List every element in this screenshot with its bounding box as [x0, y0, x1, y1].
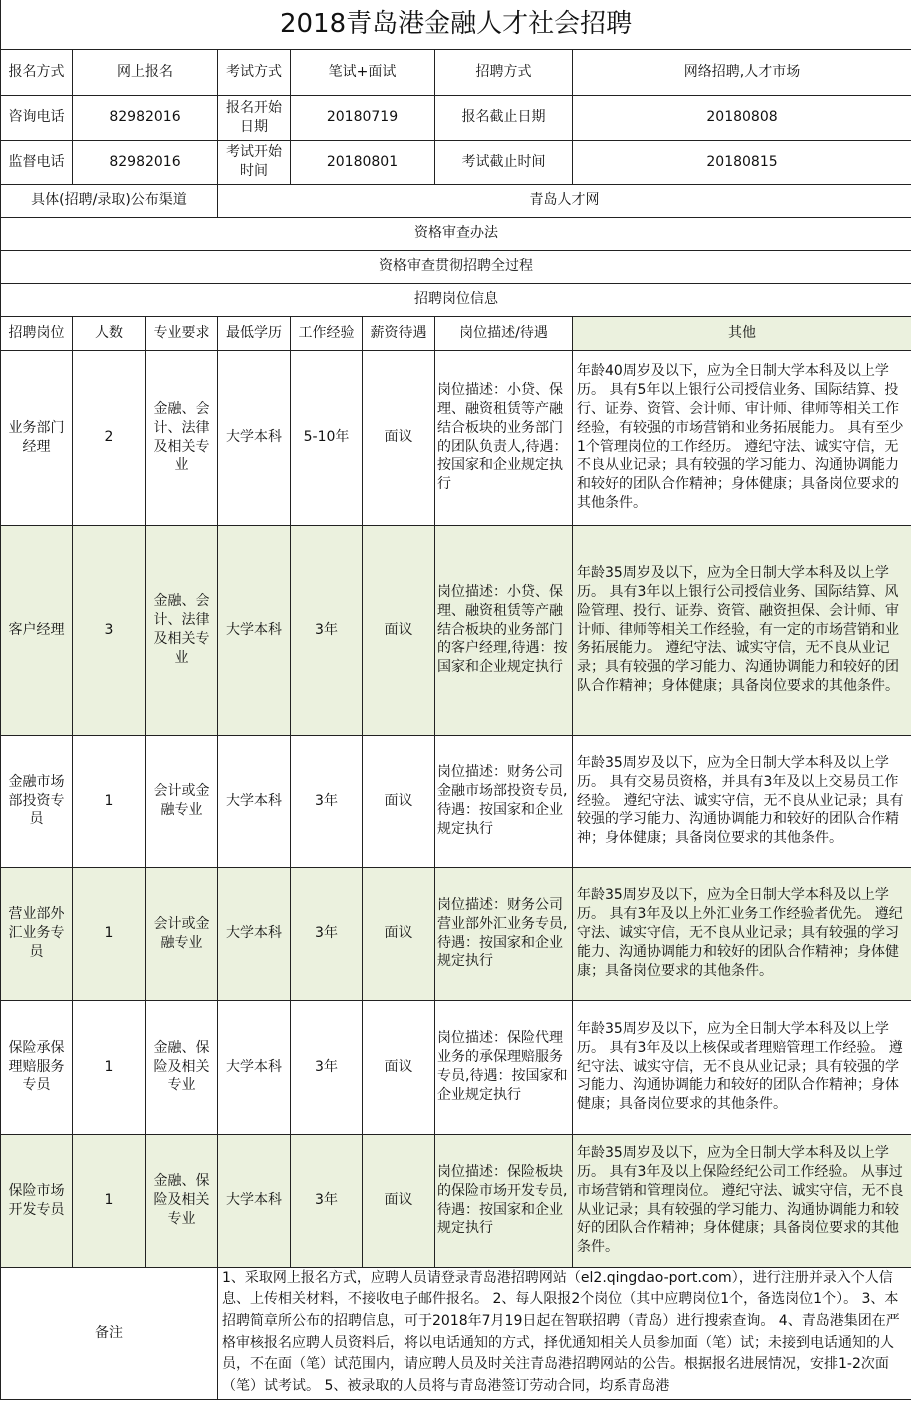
position-other: 年龄35周岁及以下，应为全日制大学本科及以上学历。 具有3年以上银行公司授信业务、国际结算、风险管理、投行、证券、资管、融资担保、会计师、审计师、律师等相关工作经验，有一定的市场营销和业务拓展能力。 遵纪守法、诚实守信，无不良从业记录；具有较强的学习能力、沟通协调能力和较好的团队合作精神；身体健康；具备岗位要求的其他条件。 [573, 525, 911, 735]
info-label: 考试方式 [218, 49, 291, 95]
column-header: 工作经验 [291, 316, 363, 350]
position-other: 年龄40周岁及以下，应为全日制大学本科及以上学历。 具有5年以上银行公司授信业务、国际结算、投行、证券、资管、会计师、审计师、律师等相关工作经验，有较强的市场营销和业务拓展能力。 具有至少1个管理岗位的工作经历。 遵纪守法、诚实守信，无不良从业记录；具有较强的学习能力、沟通协调能力和较好的团队合作精神；身体健康；具备岗位要求的其他条件。 [573, 350, 911, 525]
channel-value: 青岛人才网 [218, 184, 911, 217]
table-row [1, 867, 911, 1000]
notes-text: 1、采取网上报名方式，应聘人员请登录青岛港招聘网站（el2.qingdao-port.com），进行注册并录入个人信息、上传相关材料，不接收电子邮件报名。 2、每人限报2个岗位（其中应聘岗位1个，备选岗位1个）。 3、本招聘简章所公布的招聘信息，可于2018年7月19日起在智联招聘（青岛）进行搜索查询。 4、青岛港集团在严格审核报名应聘人员资料后，将以电话通知的方式，择优通知相关人员参加面（笔）试；未接到电话通知的人员，不在面（笔）试范围内，请应聘人员及时关注青岛港招聘网站的公告。根据报名进展情况，安排1-2次面（笔）试考试。 5、被录取的人员将与青岛港签订劳动合同，均系青岛港 [218, 1267, 911, 1399]
position-other: 年龄35周岁及以下，应为全日制大学本科及以上学历。 具有3年及以上核保或者理赔管理工作经验。 遵纪守法、诚实守信，无不良从业记录；具有较强的学习能力、沟通协调能力和较好的团队合作精神；身体健康；具备岗位要求的其他条件。 [573, 1000, 911, 1134]
position-name: 金融市场部投资专员 [1, 735, 73, 867]
info-label: 监督电话 [1, 140, 73, 184]
info-label: 考试开始时间 [218, 140, 291, 184]
info-value: 笔试+面试 [291, 49, 435, 95]
info-label: 考试截止时间 [435, 140, 573, 184]
position-education: 大学本科 [218, 867, 291, 1000]
position-salary: 面议 [363, 1134, 435, 1267]
column-header: 人数 [73, 316, 146, 350]
notes-label: 备注 [1, 1267, 218, 1399]
position-education: 大学本科 [218, 735, 291, 867]
column-header: 其他 [573, 316, 911, 350]
column-header: 专业要求 [146, 316, 218, 350]
column-header: 招聘岗位 [1, 316, 73, 350]
position-name: 营业部外汇业务专员 [1, 867, 73, 1000]
position-salary: 面议 [363, 350, 435, 525]
position-name: 保险承保理赔服务专员 [1, 1000, 73, 1134]
position-description: 岗位描述：保险板块的保险市场开发专员,待遇：按国家和企业规定执行 [435, 1134, 573, 1267]
info-value: 20180719 [291, 95, 435, 140]
position-description: 岗位描述：财务公司金融市场部投资专员,待遇：按国家和企业规定执行 [435, 735, 573, 867]
info-value: 82982016 [73, 95, 218, 140]
section-positions-info: 招聘岗位信息 [1, 283, 911, 316]
table-row [1, 525, 911, 735]
position-education: 大学本科 [218, 525, 291, 735]
position-experience: 3年 [291, 525, 363, 735]
position-major: 会计或金融专业 [146, 867, 218, 1000]
position-experience: 3年 [291, 1000, 363, 1134]
position-description: 岗位描述：小贷、保理、融资租赁等产融结合板块的业务部门的客户经理,待遇：按国家和企业规定执行 [435, 525, 573, 735]
info-value: 82982016 [73, 140, 218, 184]
position-major: 金融、保险及相关专业 [146, 1000, 218, 1134]
page-title: 2018青岛港金融人才社会招聘 [1, 0, 911, 49]
info-label: 报名开始日期 [218, 95, 291, 140]
info-label: 报名截止日期 [435, 95, 573, 140]
table-row [1, 735, 911, 867]
column-header: 薪资待遇 [363, 316, 435, 350]
column-header: 最低学历 [218, 316, 291, 350]
position-count: 1 [73, 735, 146, 867]
table-row [1, 350, 911, 525]
info-value: 网络招聘,人才市场 [573, 49, 911, 95]
position-salary: 面议 [363, 1000, 435, 1134]
info-label: 咨询电话 [1, 95, 73, 140]
position-salary: 面议 [363, 525, 435, 735]
position-description: 岗位描述：财务公司营业部外汇业务专员,待遇：按国家和企业规定执行 [435, 867, 573, 1000]
position-major: 金融、会计、法律及相关专业 [146, 525, 218, 735]
position-other: 年龄35周岁及以下，应为全日制大学本科及以上学历。 具有3年及以上保险经纪公司工作经验。 从事过市场营销和管理岗位。 遵纪守法、诚实守信，无不良从业记录；具有较强的学习能力、沟通协调能力和较好的团队合作精神；身体健康；具备岗位要求的其他条件。 [573, 1134, 911, 1267]
position-experience: 5-10年 [291, 350, 363, 525]
position-name: 保险市场开发专员 [1, 1134, 73, 1267]
position-experience: 3年 [291, 735, 363, 867]
position-major: 会计或金融专业 [146, 735, 218, 867]
position-count: 1 [73, 1000, 146, 1134]
position-other: 年龄35周岁及以下，应为全日制大学本科及以上学历。 具有3年及以上外汇业务工作经验者优先。 遵纪守法、诚实守信，无不良从业记录；具有较强的学习能力、沟通协调能力和较好的团队合作精神；身体健康；具备岗位要求的其他条件。 [573, 867, 911, 1000]
info-value: 20180801 [291, 140, 435, 184]
info-value: 20180808 [573, 95, 911, 140]
position-count: 3 [73, 525, 146, 735]
info-value: 20180815 [573, 140, 911, 184]
table-row [1, 1134, 911, 1267]
position-name: 客户经理 [1, 525, 73, 735]
position-count: 2 [73, 350, 146, 525]
info-value: 网上报名 [73, 49, 218, 95]
info-label: 招聘方式 [435, 49, 573, 95]
position-salary: 面议 [363, 867, 435, 1000]
position-education: 大学本科 [218, 1134, 291, 1267]
position-major: 金融、会计、法律及相关专业 [146, 350, 218, 525]
position-major: 金融、保险及相关专业 [146, 1134, 218, 1267]
position-experience: 3年 [291, 867, 363, 1000]
position-education: 大学本科 [218, 1000, 291, 1134]
section-review-method: 资格审查办法 [1, 217, 911, 250]
info-label: 报名方式 [1, 49, 73, 95]
section-review-process: 资格审查贯彻招聘全过程 [1, 250, 911, 283]
column-header: 岗位描述/待遇 [435, 316, 573, 350]
position-count: 1 [73, 1134, 146, 1267]
channel-label: 具体(招聘/录取)公布渠道 [1, 184, 218, 217]
table-row [1, 1000, 911, 1134]
position-description: 岗位描述：小贷、保理、融资租赁等产融结合板块的业务部门的团队负责人,待遇：按国家和企业规定执行 [435, 350, 573, 525]
position-name: 业务部门经理 [1, 350, 73, 525]
position-count: 1 [73, 867, 146, 1000]
position-experience: 3年 [291, 1134, 363, 1267]
position-salary: 面议 [363, 735, 435, 867]
position-description: 岗位描述：保险代理业务的承保理赔服务专员,待遇：按国家和企业规定执行 [435, 1000, 573, 1134]
position-education: 大学本科 [218, 350, 291, 525]
position-other: 年龄35周岁及以下，应为全日制大学本科及以上学历。 具有交易员资格，并具有3年及以上交易员工作经验。 遵纪守法、诚实守信，无不良从业记录；具有较强的学习能力、沟通协调能力和较好的团队合作精神；身体健康；具备岗位要求的其他条件。 [573, 735, 911, 867]
